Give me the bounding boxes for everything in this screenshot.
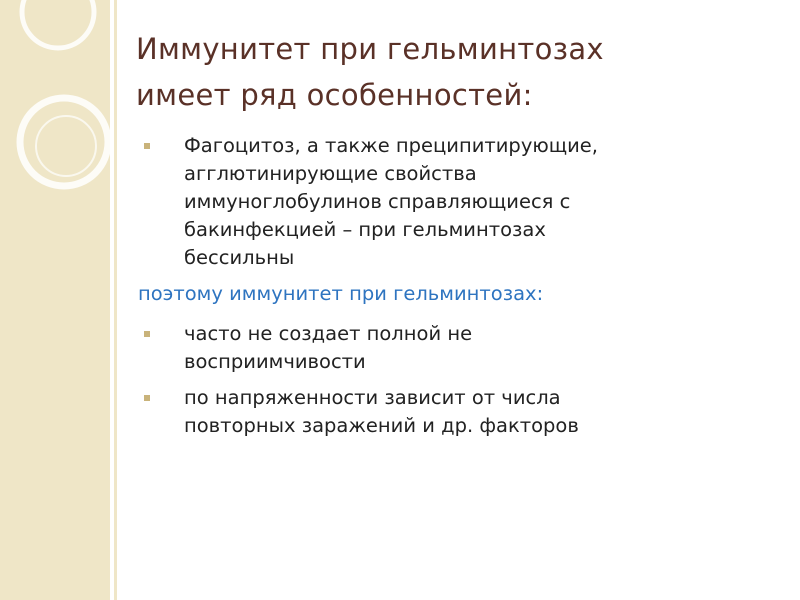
bullet-text-line: часто не создает полной не: [184, 322, 473, 345]
bullet-marker-icon: [144, 143, 150, 149]
bullet-text-line: бессильны: [184, 246, 295, 269]
decorative-circles: [0, 0, 140, 200]
bullet-marker-icon: [144, 331, 150, 337]
bullet-text-line: восприимчивости: [184, 350, 366, 373]
bullet-text-line: по напряженности зависит от числа: [184, 386, 561, 409]
title-line: Иммунитет при гельминтозах: [136, 32, 604, 66]
bullet-text-line: иммуноглобулинов справляющиеся с: [184, 190, 571, 213]
subheading: поэтому иммунитет при гельминтозах:: [138, 282, 544, 305]
bullet-item: [140, 132, 780, 272]
bullet-text-line: агглютинирующие свойства: [184, 162, 477, 185]
slide-title: [136, 26, 776, 118]
bullet-item: [140, 320, 780, 376]
title-line: имеет ряд особенностей:: [136, 78, 533, 112]
bullet-text-line: Фагоцитоз, а также преципитирующие,: [184, 134, 599, 157]
slide-content: [140, 132, 780, 448]
bullet-item: [140, 384, 780, 440]
bullet-text-line: повторных заражений и др. факторов: [184, 414, 579, 437]
bullet-text-line: бакинфекцией – при гельминтозах: [184, 218, 546, 241]
bullet-marker-icon: [144, 395, 150, 401]
